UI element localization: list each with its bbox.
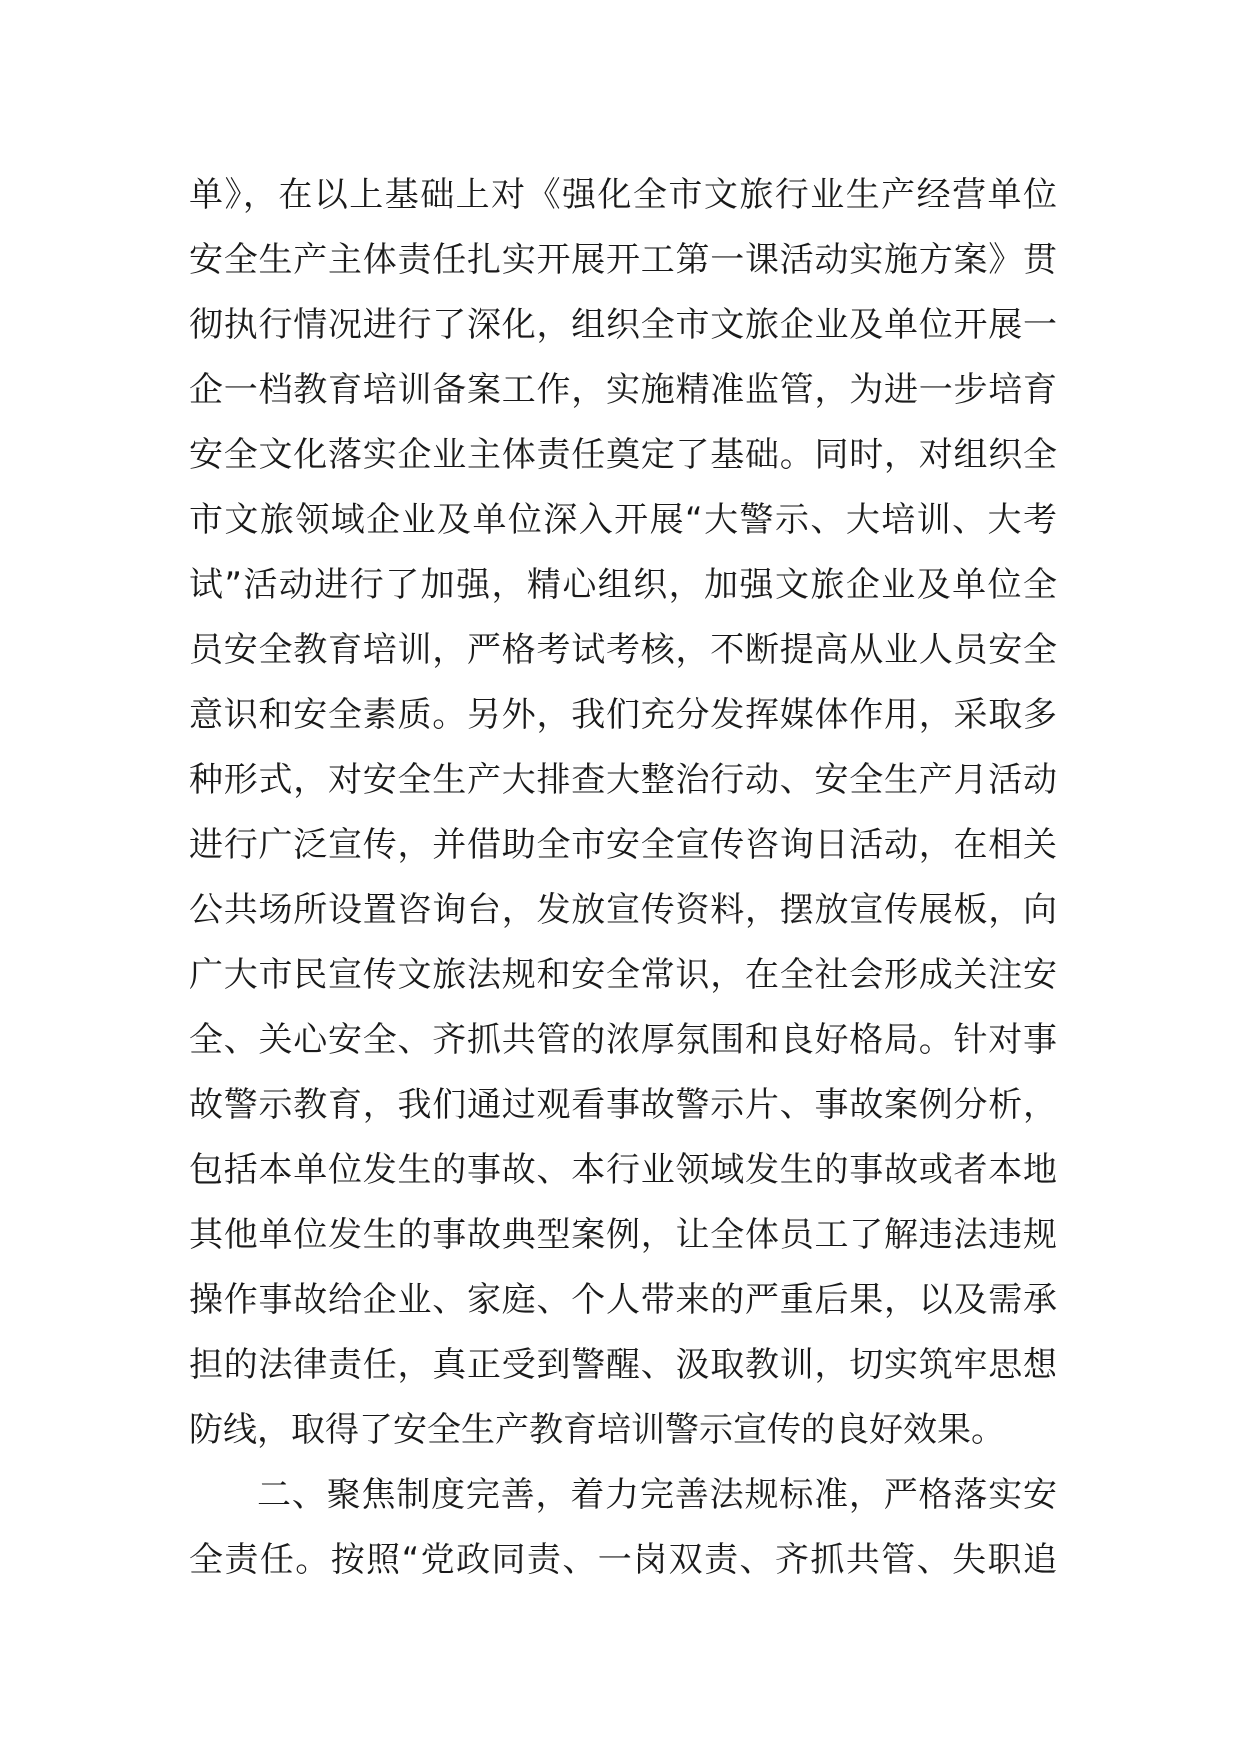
text-line: 全责任。按照“党政同责、一岗双责、齐抓共管、失职追 [189, 1540, 1057, 1580]
text-line: 单》，在以上基础上对《强化全市文旅行业生产经营单位 [189, 175, 1057, 215]
text-line: 广大市民宣传文旅法规和安全常识，在全社会形成关注安 [189, 955, 1057, 995]
paragraph-end-line: 防线，取得了安全生产教育培训警示宣传的良好效果。 [189, 1410, 1005, 1450]
text-line: 公共场所设置咨询台，发放宣传资料，摆放宣传展板，向 [189, 890, 1057, 930]
text-line: 种形式，对安全生产大排查大整治行动、安全生产月活动 [189, 760, 1057, 800]
text-line: 企一档教育培训备案工作，实施精准监管，为进一步培育 [189, 370, 1057, 410]
text-line: 安全文化落实企业主体责任奠定了基础。同时，对组织全 [189, 435, 1057, 475]
text-line: 市文旅领域企业及单位深入开展“大警示、大培训、大考 [189, 500, 1057, 540]
text-line: 安全生产主体责任扎实开展开工第一课活动实施方案》贯 [189, 240, 1057, 280]
text-line: 其他单位发生的事故典型案例，让全体员工了解违法违规 [189, 1215, 1057, 1255]
text-line: 全、关心安全、齐抓共管的浓厚氛围和良好格局。针对事 [189, 1020, 1057, 1060]
text-line: 员安全教育培训，严格考试考核，不断提高从业人员安全 [189, 630, 1057, 670]
text-line: 故警示教育，我们通过观看事故警示片、事故案例分析， [189, 1085, 1057, 1125]
body-text [189, 163, 1057, 1593]
section-heading-line: 二、聚焦制度完善，着力完善法规标准，严格落实安 [257, 1475, 1057, 1515]
text-line: 意识和安全素质。另外，我们充分发挥媒体作用，采取多 [189, 695, 1057, 735]
text-line: 包括本单位发生的事故、本行业领域发生的事故或者本地 [189, 1150, 1057, 1190]
text-line: 彻执行情况进行了深化，组织全市文旅企业及单位开展一 [189, 305, 1057, 345]
text-line: 担的法律责任，真正受到警醒、汲取教训，切实筑牢思想 [189, 1345, 1057, 1385]
text-line: 试”活动进行了加强，精心组织，加强文旅企业及单位全 [189, 565, 1057, 605]
text-line: 进行广泛宣传，并借助全市安全宣传咨询日活动，在相关 [189, 825, 1057, 865]
text-line: 操作事故给企业、家庭、个人带来的严重后果，以及需承 [189, 1280, 1057, 1320]
